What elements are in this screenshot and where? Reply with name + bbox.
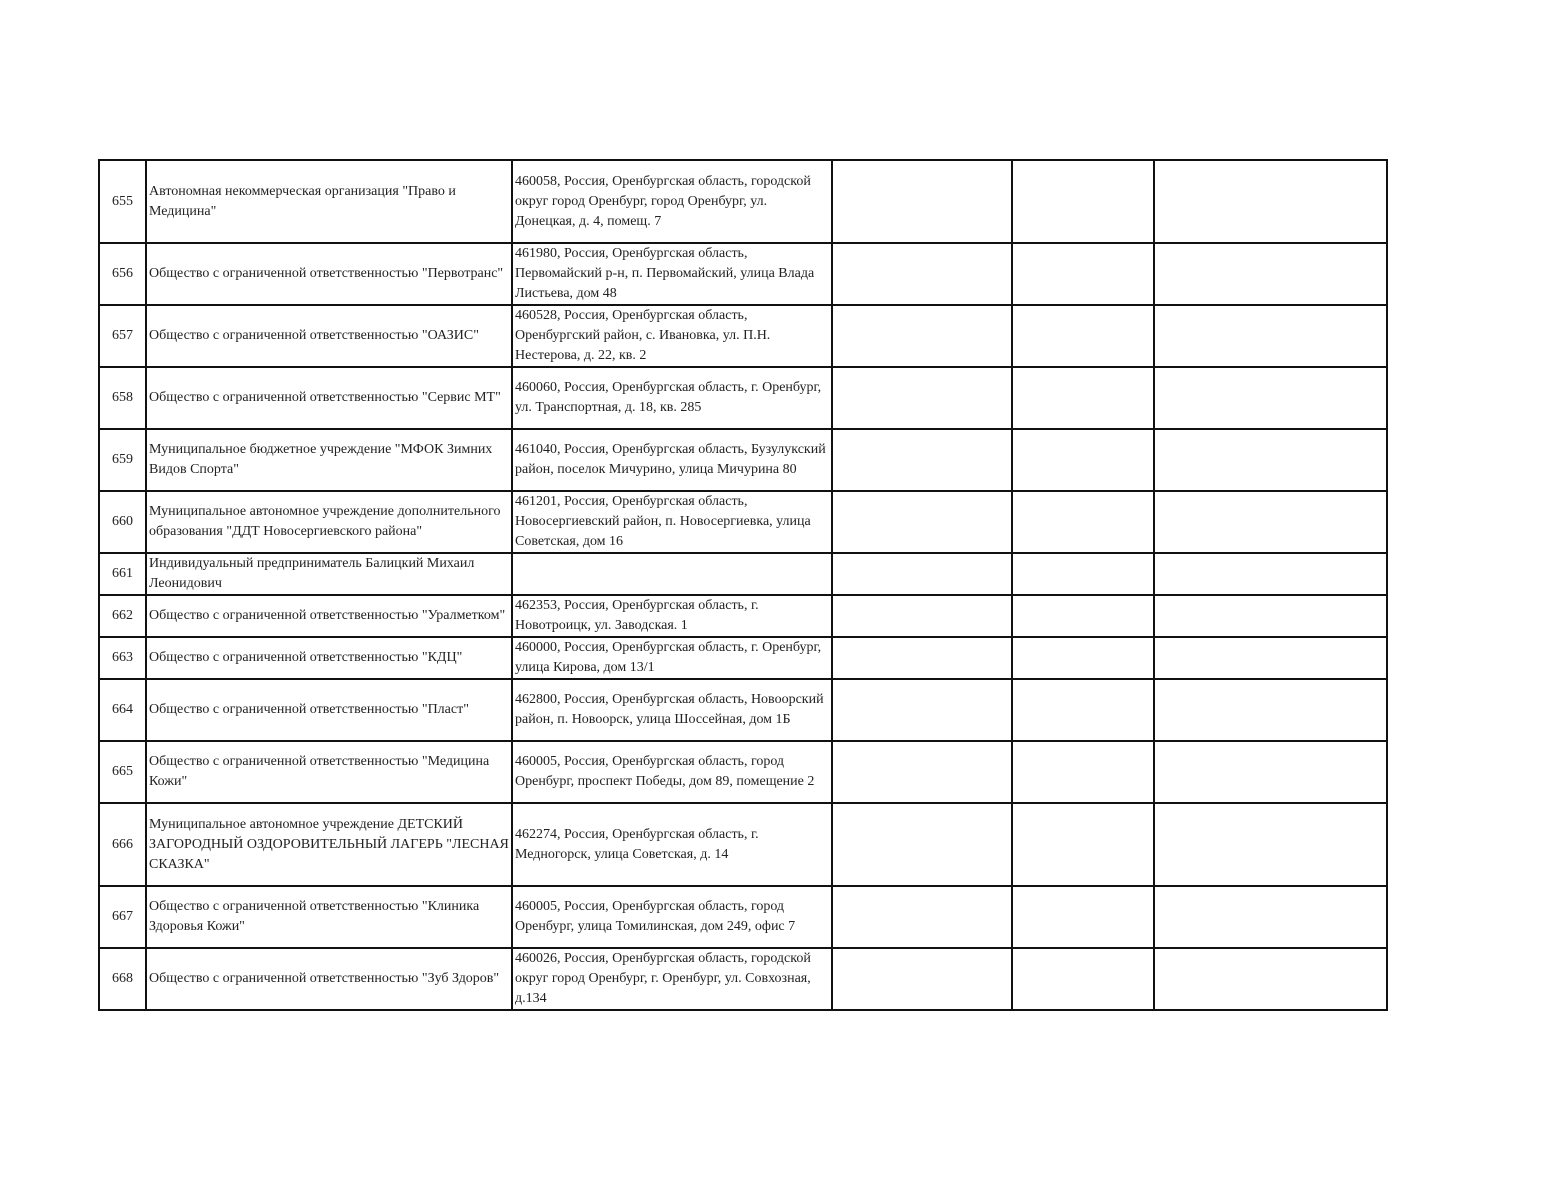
empty-cell [1012, 553, 1154, 595]
row-number-cell: 668 [99, 948, 146, 1010]
table-row [99, 679, 1387, 741]
table-row [99, 741, 1387, 803]
row-number-cell: 665 [99, 741, 146, 803]
empty-cell [1154, 491, 1387, 553]
organization-name-cell: Муниципальное автономное учреждение дополнительного образования "ДДТ Новосергиевского района" [146, 491, 512, 553]
table-row [99, 948, 1387, 1010]
empty-cell [1012, 948, 1154, 1010]
row-number-cell: 656 [99, 243, 146, 305]
address-cell: 461980, Россия, Оренбургская область, Первомайский р-н, п. Первомайский, улица Влада Листьева, дом 48 [512, 243, 832, 305]
row-number-cell: 661 [99, 553, 146, 595]
table-row [99, 886, 1387, 948]
address-cell: 461201, Россия, Оренбургская область, Новосергиевский район, п. Новосергиевка, улица Советская, дом 16 [512, 491, 832, 553]
address-cell: 460005, Россия, Оренбургская область, город Оренбург, улица Томилинская, дом 249, офис 7 [512, 886, 832, 948]
empty-cell [1154, 637, 1387, 679]
table-row [99, 491, 1387, 553]
registry-table [98, 159, 1388, 1011]
organization-name-cell: Общество с ограниченной ответственностью "КДЦ" [146, 637, 512, 679]
empty-cell [1154, 367, 1387, 429]
organization-name-cell: Общество с ограниченной ответственностью "Первотранс" [146, 243, 512, 305]
empty-cell [1012, 595, 1154, 637]
address-cell: 461040, Россия, Оренбургская область, Бузулукский район, поселок Мичурино, улица Мичурина 80 [512, 429, 832, 491]
empty-cell [1012, 886, 1154, 948]
table-row [99, 367, 1387, 429]
empty-cell [1012, 367, 1154, 429]
empty-cell [1154, 741, 1387, 803]
empty-cell [1154, 553, 1387, 595]
empty-cell [1154, 595, 1387, 637]
empty-cell [1012, 679, 1154, 741]
row-number-cell: 657 [99, 305, 146, 367]
organization-name-cell: Общество с ограниченной ответственностью "Медицина Кожи" [146, 741, 512, 803]
address-cell: 460026, Россия, Оренбургская область, городской округ город Оренбург, г. Оренбург, ул. Совхозная, д.134 [512, 948, 832, 1010]
empty-cell [1012, 491, 1154, 553]
empty-cell [832, 367, 1012, 429]
empty-cell [832, 160, 1012, 243]
row-number-cell: 660 [99, 491, 146, 553]
table-row [99, 803, 1387, 886]
organization-name-cell: Общество с ограниченной ответственностью "Зуб Здоров" [146, 948, 512, 1010]
table-row [99, 429, 1387, 491]
empty-cell [1012, 429, 1154, 491]
empty-cell [1154, 160, 1387, 243]
address-cell: 460060, Россия, Оренбургская область, г. Оренбург, ул. Транспортная, д. 18, кв. 285 [512, 367, 832, 429]
empty-cell [1154, 243, 1387, 305]
empty-cell [1012, 741, 1154, 803]
empty-cell [832, 305, 1012, 367]
address-cell: 460528, Россия, Оренбургская область, Оренбургский район, с. Ивановка, ул. П.Н. Нестерова, д. 22, кв. 2 [512, 305, 832, 367]
address-cell: 460005, Россия, Оренбургская область, город Оренбург, проспект Победы, дом 89, помещение 2 [512, 741, 832, 803]
empty-cell [1012, 803, 1154, 886]
address-cell: 462800, Россия, Оренбургская область, Новоорский район, п. Новоорск, улица Шоссейная, дом 1Б [512, 679, 832, 741]
empty-cell [832, 803, 1012, 886]
row-number-cell: 663 [99, 637, 146, 679]
row-number-cell: 666 [99, 803, 146, 886]
empty-cell [1154, 803, 1387, 886]
empty-cell [832, 491, 1012, 553]
empty-cell [1012, 637, 1154, 679]
empty-cell [832, 679, 1012, 741]
table-row [99, 595, 1387, 637]
table-row [99, 243, 1387, 305]
empty-cell [832, 637, 1012, 679]
empty-cell [1154, 429, 1387, 491]
empty-cell [832, 886, 1012, 948]
table-row [99, 305, 1387, 367]
empty-cell [832, 595, 1012, 637]
organization-name-cell: Общество с ограниченной ответственностью "Сервис МТ" [146, 367, 512, 429]
empty-cell [1012, 160, 1154, 243]
address-cell [512, 553, 832, 595]
empty-cell [1154, 886, 1387, 948]
row-number-cell: 662 [99, 595, 146, 637]
organization-name-cell: Муниципальное автономное учреждение ДЕТСКИЙ ЗАГОРОДНЫЙ ОЗДОРОВИТЕЛЬНЫЙ ЛАГЕРЬ "ЛЕСНАЯ СКАЗКА" [146, 803, 512, 886]
empty-cell [1012, 305, 1154, 367]
organization-name-cell: Общество с ограниченной ответственностью "Пласт" [146, 679, 512, 741]
empty-cell [832, 553, 1012, 595]
address-cell: 460000, Россия, Оренбургская область, г. Оренбург, улица Кирова, дом 13/1 [512, 637, 832, 679]
organization-name-cell: Общество с ограниченной ответственностью "Клиника Здоровья Кожи" [146, 886, 512, 948]
empty-cell [1154, 679, 1387, 741]
row-number-cell: 655 [99, 160, 146, 243]
empty-cell [1154, 948, 1387, 1010]
empty-cell [832, 429, 1012, 491]
address-cell: 462274, Россия, Оренбургская область, г. Медногорск, улица Советская, д. 14 [512, 803, 832, 886]
table-row [99, 637, 1387, 679]
address-cell: 460058, Россия, Оренбургская область, городской округ город Оренбург, город Оренбург, ул. Донецкая, д. 4, помещ. 7 [512, 160, 832, 243]
empty-cell [832, 948, 1012, 1010]
empty-cell [1154, 305, 1387, 367]
row-number-cell: 664 [99, 679, 146, 741]
address-cell: 462353, Россия, Оренбургская область, г. Новотроицк, ул. Заводская. 1 [512, 595, 832, 637]
organization-name-cell: Общество с ограниченной ответственностью "Уралметком" [146, 595, 512, 637]
row-number-cell: 667 [99, 886, 146, 948]
row-number-cell: 658 [99, 367, 146, 429]
table-row [99, 160, 1387, 243]
organization-name-cell: Муниципальное бюджетное учреждение "МФОК Зимних Видов Спорта" [146, 429, 512, 491]
organization-name-cell: Общество с ограниченной ответственностью "ОАЗИС" [146, 305, 512, 367]
table-row [99, 553, 1387, 595]
empty-cell [832, 741, 1012, 803]
organization-name-cell: Автономная некоммерческая организация "Право и Медицина" [146, 160, 512, 243]
empty-cell [832, 243, 1012, 305]
row-number-cell: 659 [99, 429, 146, 491]
empty-cell [1012, 243, 1154, 305]
organization-name-cell: Индивидуальный предприниматель Балицкий Михаил Леонидович [146, 553, 512, 595]
registry-table-body [99, 160, 1387, 1010]
